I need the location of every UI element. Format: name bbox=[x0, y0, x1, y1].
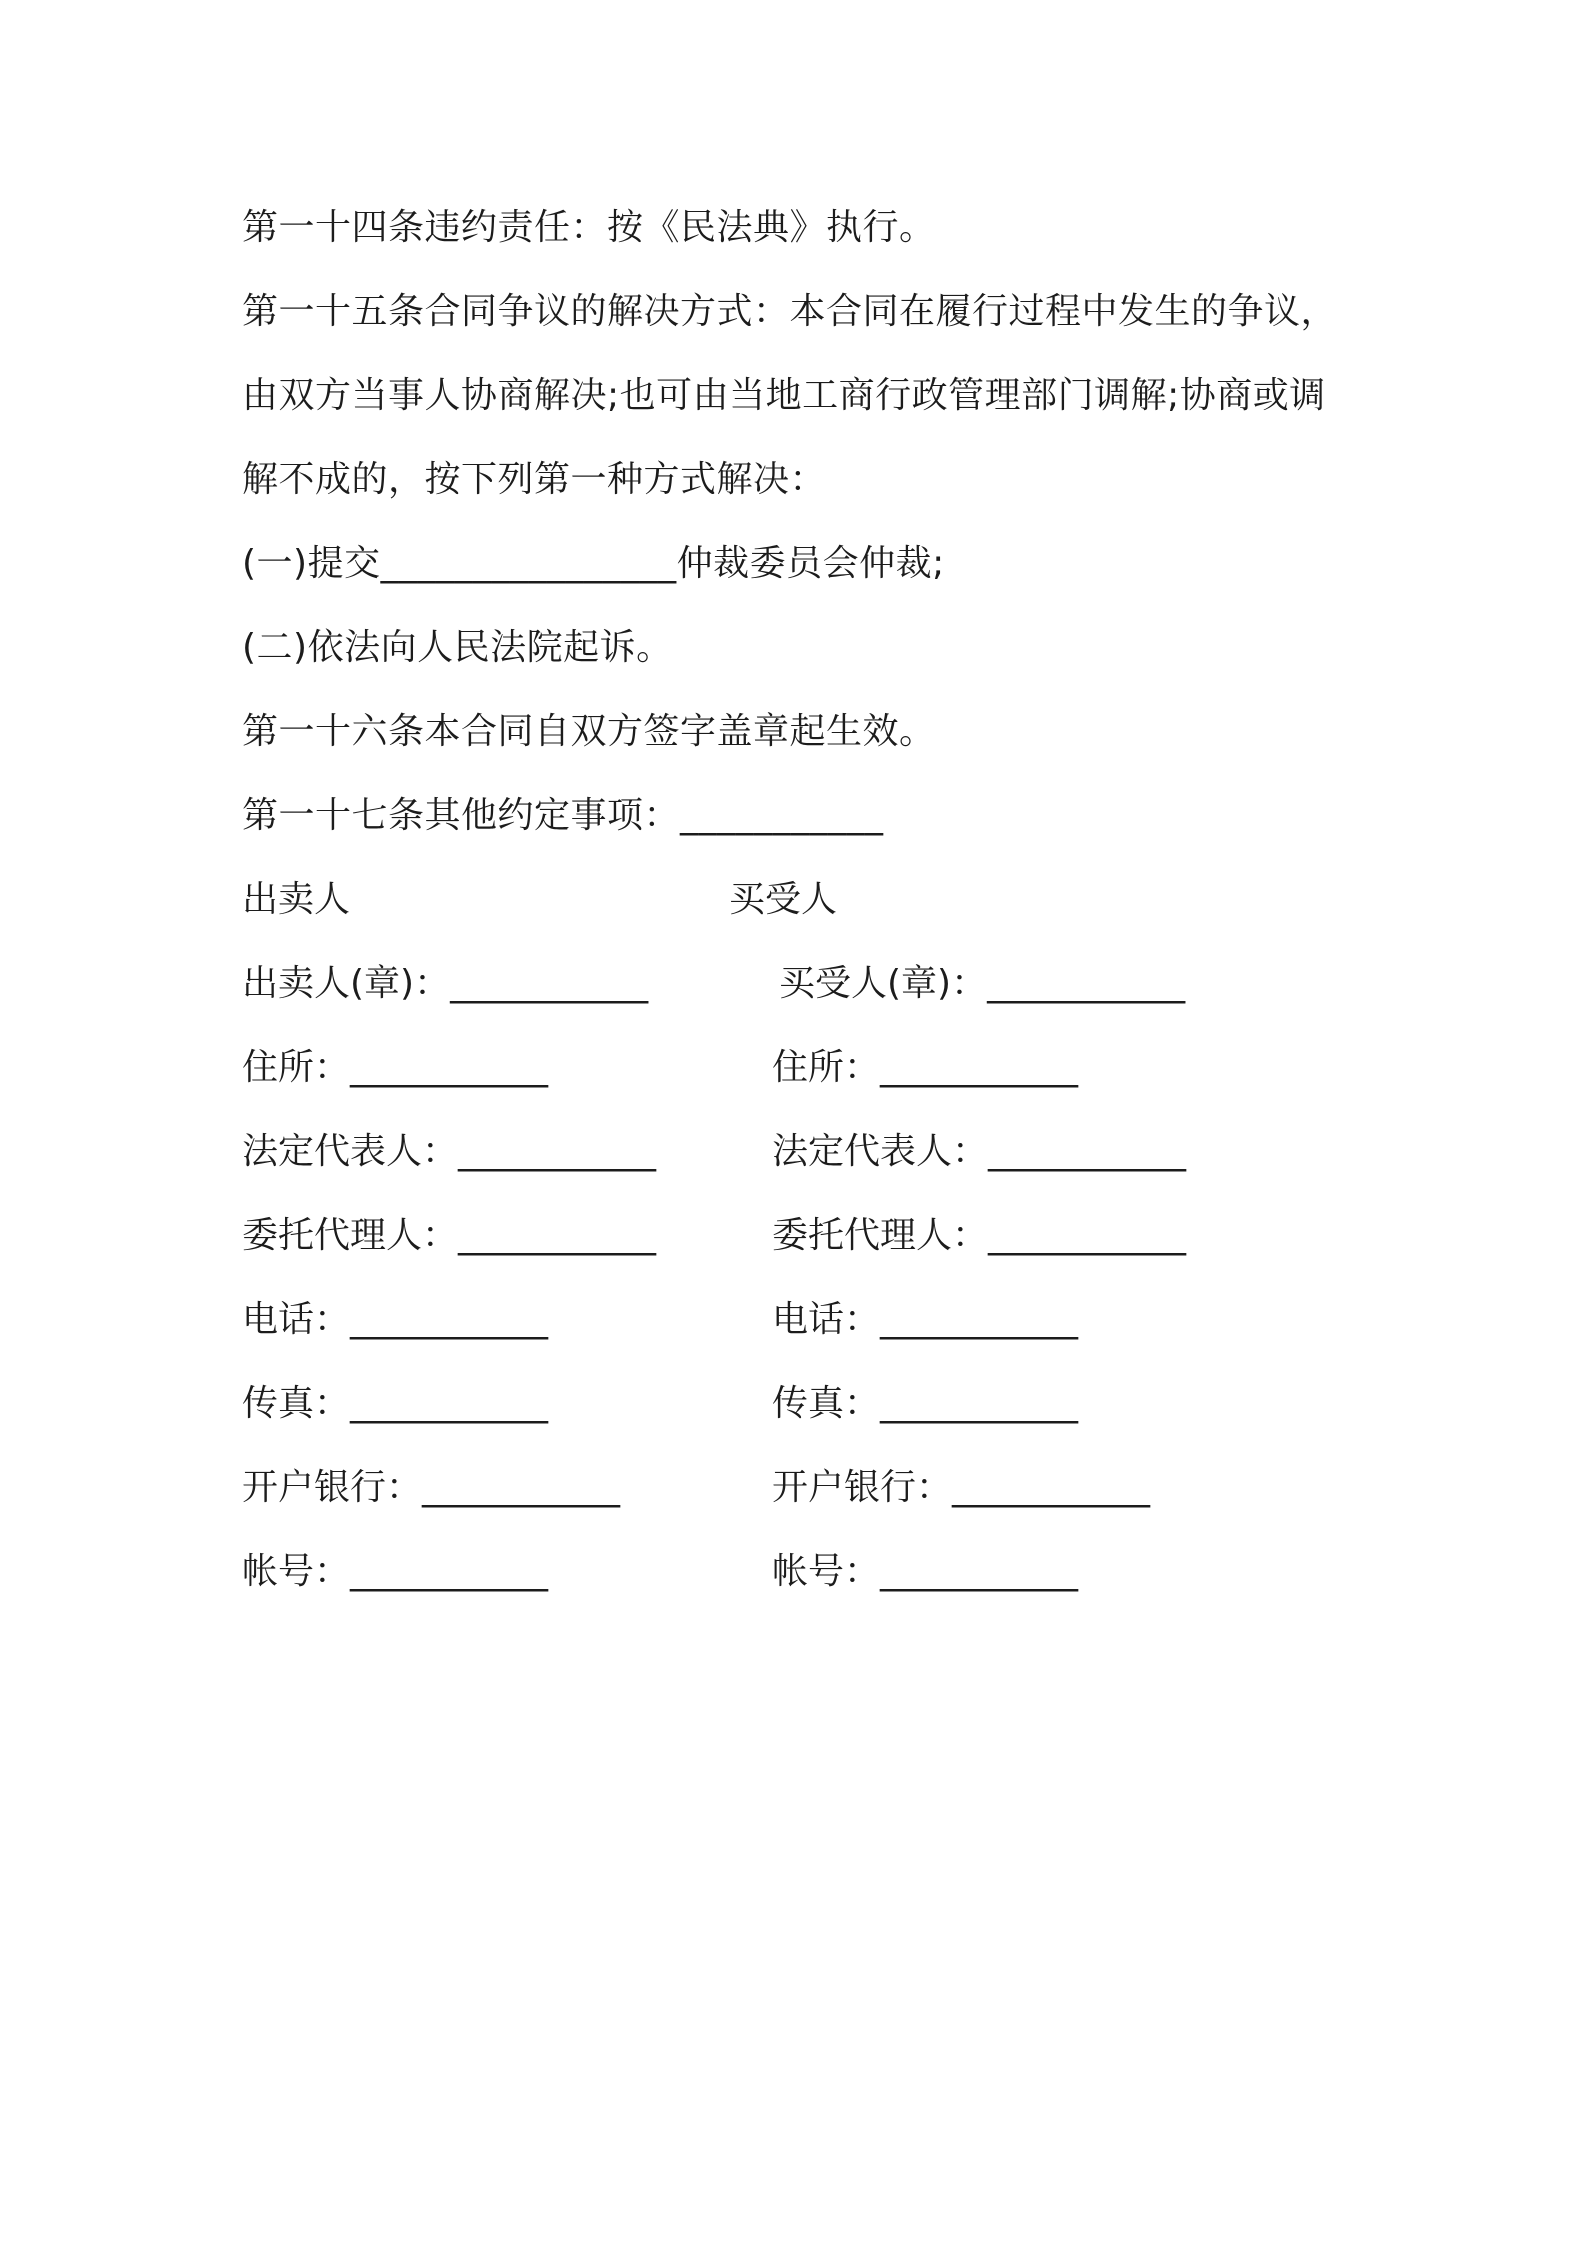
signature-row-legal-rep bbox=[242, 1130, 1342, 1174]
seller-address-field: 住所：___________ bbox=[242, 1047, 549, 1088]
signature-heading-row bbox=[242, 878, 1342, 922]
seller-heading: 出卖人 bbox=[242, 879, 351, 920]
seller-account-field: 帐号：___________ bbox=[242, 1551, 549, 1592]
clause-15-line-2: 由双方当事人协商解决;也可由当地工商行政管理部门调解;协商或调 bbox=[242, 375, 1326, 416]
seller-bank-field: 开户银行：___________ bbox=[242, 1467, 621, 1508]
seller-agent-field: 委托代理人：___________ bbox=[242, 1215, 657, 1256]
signature-row-seal bbox=[242, 962, 1342, 1006]
seller-legal-rep-field: 法定代表人：___________ bbox=[242, 1131, 657, 1172]
seller-fax-field: 传真：___________ bbox=[242, 1383, 549, 1424]
buyer-agent-field: 委托代理人：___________ bbox=[772, 1215, 1187, 1256]
buyer-seal-field: 买受人(章)：___________ bbox=[779, 963, 1186, 1004]
seller-phone-field: 电话：___________ bbox=[242, 1299, 549, 1340]
signature-row-phone bbox=[242, 1298, 1342, 1342]
signature-row-agent bbox=[242, 1214, 1342, 1258]
buyer-address-field: 住所：___________ bbox=[772, 1047, 1079, 1088]
option-court: (二)依法向人民法院起诉。 bbox=[242, 627, 673, 668]
buyer-fax-field: 传真：___________ bbox=[772, 1383, 1079, 1424]
clause-15-line-1: 第一十五条合同争议的解决方式：本合同在履行过程中发生的争议， bbox=[242, 291, 1338, 332]
clause-17: 第一十七条其他约定事项：___________ bbox=[242, 795, 884, 836]
option-arbitration: (一)提交________________仲裁委员会仲裁; bbox=[242, 543, 945, 584]
signature-row-account bbox=[242, 1550, 1342, 1594]
seller-seal-field: 出卖人(章)：___________ bbox=[242, 963, 649, 1004]
buyer-bank-field: 开户银行：___________ bbox=[772, 1467, 1151, 1508]
buyer-phone-field: 电话：___________ bbox=[772, 1299, 1079, 1340]
buyer-heading: 买受人 bbox=[729, 879, 838, 920]
signature-row-fax bbox=[242, 1382, 1342, 1426]
signature-row-address bbox=[242, 1046, 1342, 1090]
clause-14: 第一十四条违约责任：按《民法典》执行。 bbox=[242, 207, 936, 248]
clause-15-line-3: 解不成的，按下列第一种方式解决： bbox=[242, 459, 827, 500]
clause-16: 第一十六条本合同自双方签字盖章起生效。 bbox=[242, 711, 936, 752]
buyer-account-field: 帐号：___________ bbox=[772, 1551, 1079, 1592]
signature-row-bank bbox=[242, 1466, 1342, 1510]
buyer-legal-rep-field: 法定代表人：___________ bbox=[772, 1131, 1187, 1172]
